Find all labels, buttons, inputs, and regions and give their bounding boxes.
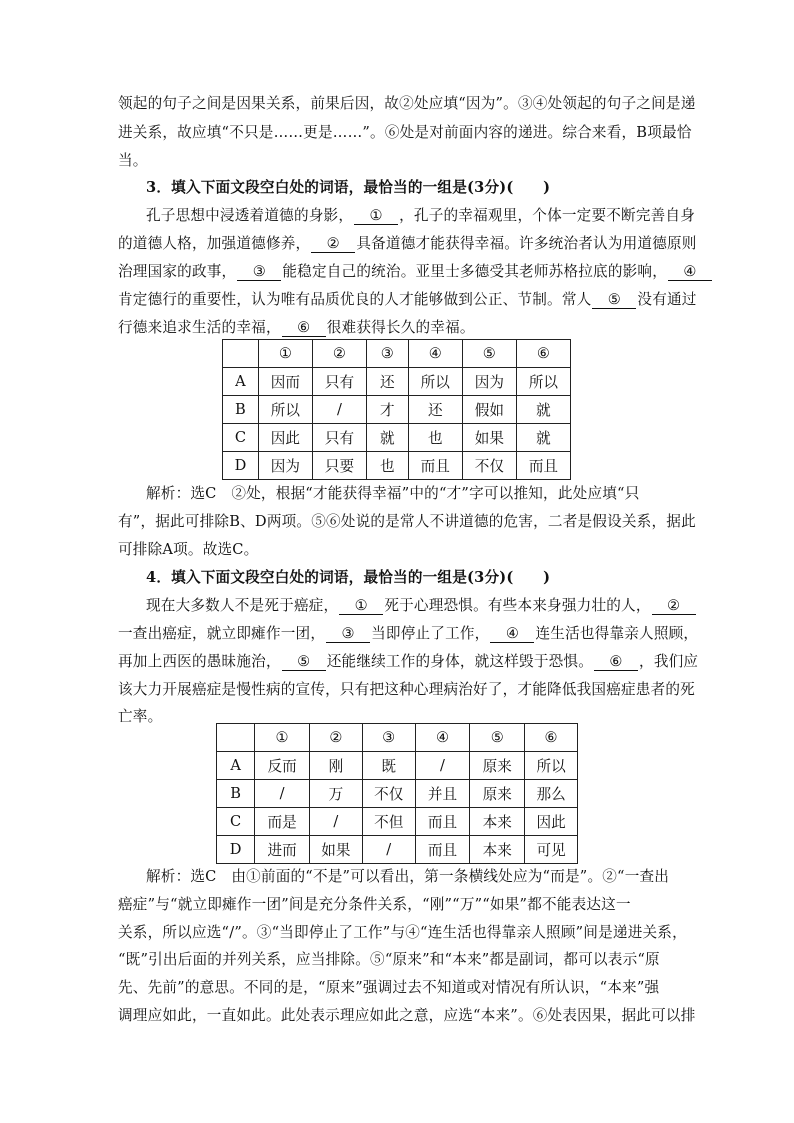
table-header-cell: ①	[258, 340, 312, 368]
q4-passage-line-5: 亡率。	[118, 708, 163, 725]
table-header-row	[223, 340, 571, 368]
q4-passage-line-1: 现在大多数人不是死于癌症， ① 死于心理恐惧。有些本来身强力壮的人， ②	[146, 596, 678, 616]
table-row	[217, 836, 578, 864]
blank-6: ⑥	[282, 319, 326, 337]
table-row	[223, 452, 571, 480]
table-cell: 只要	[312, 452, 366, 480]
table-cell: 如果	[309, 836, 362, 864]
table-cell: 所以	[525, 752, 578, 780]
table-cell: 只有	[312, 368, 366, 396]
table-cell: 而是	[255, 808, 310, 836]
q3-passage-line-2: 的道德人格，加强道德修养， ② 具备道德才能获得幸福。许多统治者认为用道德原则	[118, 235, 697, 252]
table-header-cell: ⑥	[516, 340, 570, 368]
table-cell: 因而	[258, 368, 312, 396]
table-cell: 本来	[470, 836, 525, 864]
table-row	[217, 808, 578, 836]
table-row	[223, 368, 571, 396]
q3-passage-line-5: 行德来追求生活的幸福， ⑥ 很难获得长久的幸福。	[118, 319, 475, 336]
table-header-cell: ④	[408, 340, 462, 368]
table-cell: 既	[362, 752, 415, 780]
table-header-row	[217, 724, 578, 752]
table-cell: 所以	[258, 396, 312, 424]
q3-passage-line-3: 治理国家的政事， ③ 能稳定自己的统治。亚里士多德受其老师苏格拉底的影响， ④	[118, 262, 678, 282]
blank-1: ①	[354, 207, 398, 225]
table-cell: 万	[309, 780, 362, 808]
q4-analysis-line: 解析：选C 由①前面的“不是”可以看出，第一条横线处应为“而是”。②“一查出	[146, 868, 670, 885]
table-cell: /	[255, 780, 310, 808]
blank-3: ③	[326, 625, 370, 643]
blank-3: ③	[237, 263, 281, 281]
table-cell: 反而	[255, 752, 310, 780]
table-header-cell: ③	[362, 724, 415, 752]
table-cell: 原来	[470, 752, 525, 780]
table-header-cell: ②	[309, 724, 362, 752]
blank-5: ⑤	[592, 291, 636, 309]
table-row	[217, 780, 578, 808]
table-cell: 就	[516, 396, 570, 424]
table-header-cell: ⑥	[525, 724, 578, 752]
table-cell: 所以	[408, 368, 462, 396]
table-cell: 就	[516, 424, 570, 452]
table-cell: 还	[367, 368, 409, 396]
table-cell: 因为	[462, 368, 516, 396]
q3-passage-line-1: 孔子思想中浸透着道德的身影， ① ，孔子的幸福观里，个体一定要不断完善自身	[146, 207, 696, 224]
table-cell: 因为	[258, 452, 312, 480]
q4-analysis-line: 癌症”与“就立即瘫作一团”间是充分条件关系，“刚”“万”“如果”都不能表达这一	[118, 896, 631, 913]
table-header-cell: ⑤	[462, 340, 516, 368]
q3-analysis-line: 有”，据此可排除B、D两项。⑤⑥处说的是常人不讲道德的危害，二者是假设关系，据此	[118, 513, 696, 530]
q4-passage-line-4: 该大力开展癌症是慢性病的宣传，只有把这种心理病治好了，才能降低我国癌症患者的死	[118, 681, 695, 698]
table-cell: 因此	[525, 808, 578, 836]
table-cell: 才	[367, 396, 409, 424]
table-header-cell	[223, 340, 259, 368]
blank-4: ④	[668, 263, 712, 281]
table-cell: 而且	[408, 452, 462, 480]
table-cell: 也	[408, 424, 462, 452]
table-row	[223, 424, 571, 452]
table-row	[223, 396, 571, 424]
option-letter-cell: A	[217, 752, 255, 780]
q4-analysis-line: “既”引出后面的并列关系，应当排除。⑤“原来”和“本来”都是副词，都可以表示“原	[118, 951, 660, 968]
table-cell: 所以	[516, 368, 570, 396]
table-cell: 本来	[470, 808, 525, 836]
option-letter-cell: D	[223, 452, 259, 480]
table-header-cell: ⑤	[470, 724, 525, 752]
blank-2: ②	[652, 597, 696, 615]
q4-options-table	[216, 723, 578, 864]
option-letter-cell: D	[217, 836, 255, 864]
table-cell: 只有	[312, 424, 366, 452]
table-cell: 也	[367, 452, 409, 480]
q4-passage-line-2: 一查出癌症，就立即瘫作一团， ③ 当即停止了工作， ④ 连生活也得靠亲人照顾，	[118, 625, 699, 642]
q4-analysis-line: 先、先前”的意思。不同的是，“原来”强调过去不知道或对情况有所认识，“本来”强	[118, 979, 660, 996]
table-cell: 还	[408, 396, 462, 424]
option-letter-cell: B	[217, 780, 255, 808]
prev-analysis-line: 领起的句子之间是因果关系，前果后因，故②处应填“因为”。③④处领起的句子之间是递	[118, 95, 696, 112]
table-header-cell: ②	[312, 340, 366, 368]
table-cell: 可见	[525, 836, 578, 864]
blank-6: ⑥	[594, 653, 638, 671]
table-cell: 并且	[415, 780, 470, 808]
table-cell: 而且	[415, 808, 470, 836]
q3-options-table	[222, 339, 571, 480]
q4-analysis-line: 调理应如此，一直如此。此处表示理应如此之意，应选“本来”。⑥处表因果，据此可以排	[118, 1007, 696, 1024]
table-cell: 而且	[415, 836, 470, 864]
prev-analysis-line: 当。	[118, 152, 148, 169]
q3-passage-line-4: 肯定德行的重要性，认为唯有品质优良的人才能够做到公正、节制。常人 ⑤ 没有通过	[118, 291, 697, 308]
option-letter-cell: C	[217, 808, 255, 836]
table-header-cell: ④	[415, 724, 470, 752]
option-letter-cell: A	[223, 368, 259, 396]
q4-passage-line-3: 再加上西医的愚昧施治， ⑤ 还能继续工作的身体，就这样毁于恐惧。 ⑥ ，我们应	[118, 653, 699, 670]
table-cell: /	[309, 808, 362, 836]
table-cell: 就	[367, 424, 409, 452]
table-header-cell: ①	[255, 724, 310, 752]
table-cell: 进而	[255, 836, 310, 864]
question-4-title: 4．填入下面文段空白处的词语，最恰当的一组是(3分)( )	[146, 569, 551, 586]
blank-5: ⑤	[282, 653, 326, 671]
table-row	[217, 752, 578, 780]
option-letter-cell: C	[223, 424, 259, 452]
q4-analysis-line: 关系，所以应选“/”。③“当即停止了工作”与④“连生活也得靠亲人照顾”间是递进关系，	[118, 924, 687, 941]
table-header-cell: ③	[367, 340, 409, 368]
q3-analysis-line: 可排除A项。故选C。	[118, 541, 259, 558]
table-header-cell	[217, 724, 255, 752]
table-cell: 不仅	[462, 452, 516, 480]
table-cell: /	[415, 752, 470, 780]
table-cell: 不仅	[362, 780, 415, 808]
blank-2: ②	[311, 235, 355, 253]
table-cell: 原来	[470, 780, 525, 808]
table-cell: /	[362, 836, 415, 864]
question-3-title: 3．填入下面文段空白处的词语，最恰当的一组是(3分)( )	[146, 179, 551, 196]
table-cell: 刚	[309, 752, 362, 780]
prev-analysis-line: 进关系，故应填“不只是……更是……”。⑥处是对前面内容的递进。综合来看，B项最恰	[118, 124, 692, 141]
table-cell: 假如	[462, 396, 516, 424]
option-letter-cell: B	[223, 396, 259, 424]
table-cell: 如果	[462, 424, 516, 452]
q3-analysis-line: 解析：选C ②处，根据“才能获得幸福”中的“才”字可以推知，此处应填“只	[146, 485, 640, 502]
blank-4: ④	[490, 625, 534, 643]
table-cell: /	[312, 396, 366, 424]
table-cell: 因此	[258, 424, 312, 452]
table-cell: 那么	[525, 780, 578, 808]
blank-1: ①	[339, 597, 383, 615]
table-cell: 而且	[516, 452, 570, 480]
table-cell: 不但	[362, 808, 415, 836]
